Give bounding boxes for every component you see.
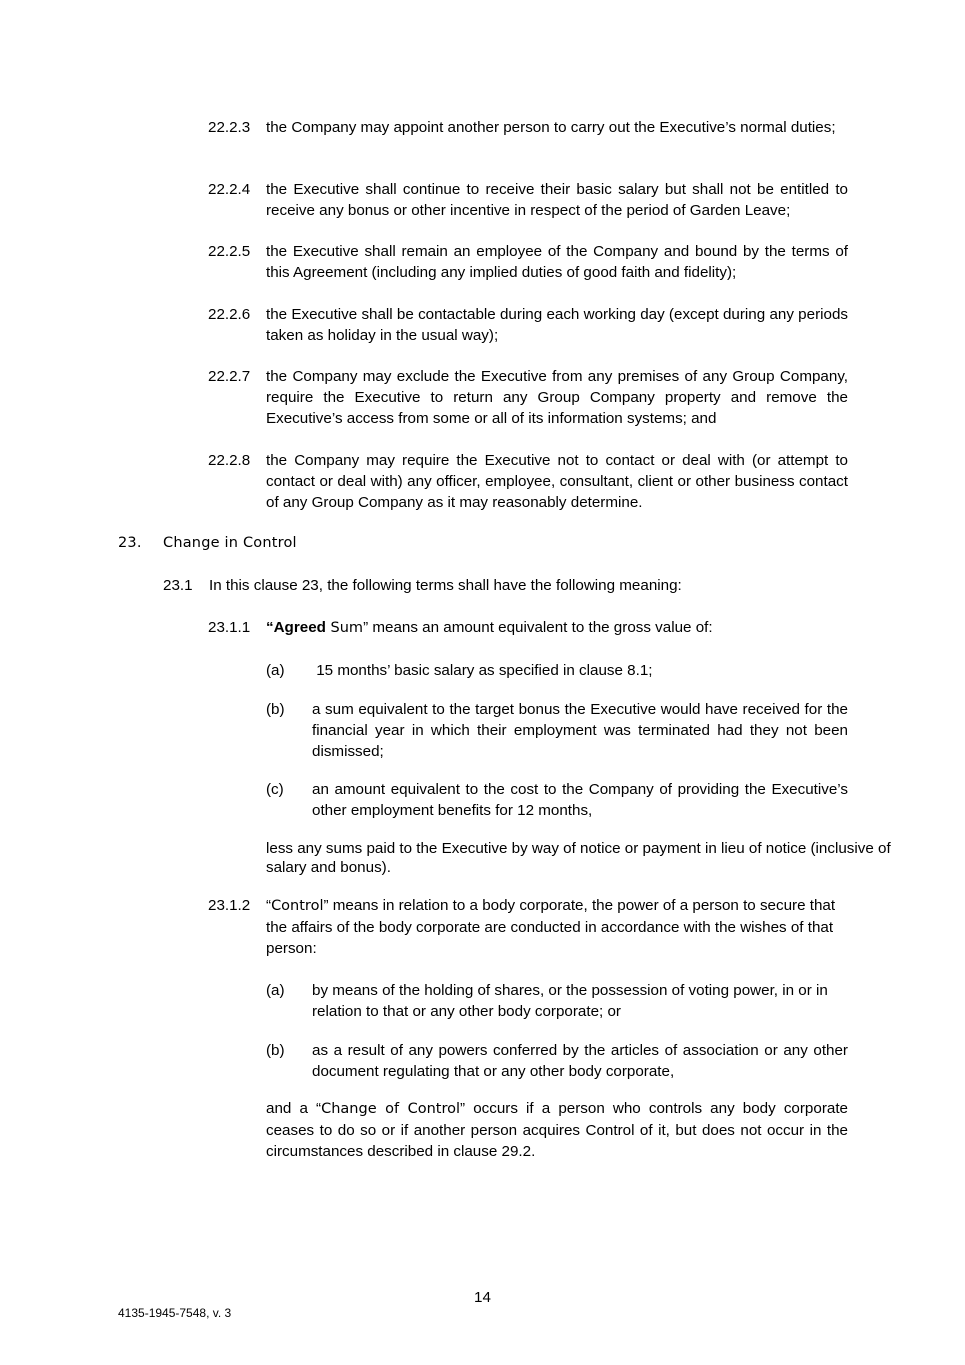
defined-term-rest: Sum — [325, 620, 364, 636]
clause-number: 22.2.7 — [208, 368, 251, 385]
closing-suffix: ” occurs if a person who controls any body corporate ceases to do so or if another person acquires Control of it, but does not occur in the circumstances described in clause 29.2. — [266, 1100, 848, 1160]
defined-term-bold: Agreed — [273, 619, 326, 636]
clause-number: 22.2.4 — [208, 181, 251, 198]
item-text: an amount equivalent to the cost to the Company of providing the Executive’s other employment benefits for 12 months, — [312, 781, 848, 819]
heading-title: Change in Control — [163, 535, 297, 551]
open-quote: “ — [266, 619, 274, 636]
item-text: 15 months’ basic salary as specified in clause 8.1; — [312, 662, 653, 679]
clause-text: the Company may require the Executive not to contact or deal with (or attempt to contact or deal with) any officer, employee, consultant, client or other business contact of any Group Company as it may reasonably determine. — [266, 452, 848, 511]
clause-text: the Executive shall be contactable during each working day (except during any periods taken as holiday in the usual way); — [266, 306, 848, 344]
definition-text: ” means an amount equivalent to the gross value of: — [363, 619, 713, 636]
clause-number: 22.2.3 — [208, 119, 251, 136]
item-label: (b) — [266, 1042, 285, 1059]
closing-term: Change of Control — [321, 1101, 461, 1117]
clause-text: the Company may appoint another person to carry out the Executive’s normal duties; — [266, 119, 836, 136]
item-text: as a result of any powers conferred by the articles of association or any other document regulating that or any other body corporate, — [312, 1042, 848, 1080]
clause-text: the Executive shall remain an employee of the Company and bound by the terms of this Agreement (including any implied duties of good faith and fidelity); — [266, 243, 848, 281]
heading-number: 23. — [118, 535, 142, 551]
clause-number: 22.2.5 — [208, 243, 251, 260]
clause-text: the Executive shall continue to receive their basic salary but shall not be entitled to receive any bonus or other incentive in respect of the period of Garden Leave; — [266, 181, 848, 219]
item-text: by means of the holding of shares, or the possession of voting power, in or in relation to that or any other body corporate; or — [312, 982, 828, 1020]
closing-prefix: and a “ — [266, 1100, 322, 1117]
page-number: 14 — [474, 1289, 491, 1306]
open-quote: “ — [266, 897, 272, 914]
closing-text: less any sums paid to the Executive by way of notice or payment in lieu of notice (inclusive of salary and bonus). — [266, 840, 891, 876]
item-label: (b) — [266, 701, 285, 718]
item-text: a sum equivalent to the target bonus the Executive would have received for the financial year in which their employment was terminated had they not been dismissed; — [312, 701, 848, 760]
defined-term: Control — [271, 898, 324, 914]
definition-text: ” means in relation to a body corporate, the power of a person to secure that the affairs of the body corporate are conducted in accordance with the wishes of that person: — [266, 897, 836, 957]
clause-text — [266, 895, 848, 959]
item-label: (c) — [266, 781, 284, 798]
item-label: (a) — [266, 982, 285, 999]
clause-text — [266, 617, 848, 639]
clause-number: 23.1 — [163, 577, 193, 594]
clause-number: 22.2.6 — [208, 306, 251, 323]
closing-text — [266, 1098, 848, 1162]
clause-number: 23.1.1 — [208, 619, 251, 636]
clause-text: In this clause 23, the following terms shall have the following meaning: — [209, 577, 682, 594]
clause-text: the Company may exclude the Executive from any premises of any Group Company, require the Executive to return any Group Company property and remove the Executive’s access from some or all of its information systems; and — [266, 368, 848, 427]
clause-number: 23.1.2 — [208, 897, 251, 914]
clause-number: 22.2.8 — [208, 452, 251, 469]
document-footer-id: 4135-1945-7548, v. 3 — [118, 1306, 232, 1320]
item-label: (a) — [266, 662, 285, 679]
